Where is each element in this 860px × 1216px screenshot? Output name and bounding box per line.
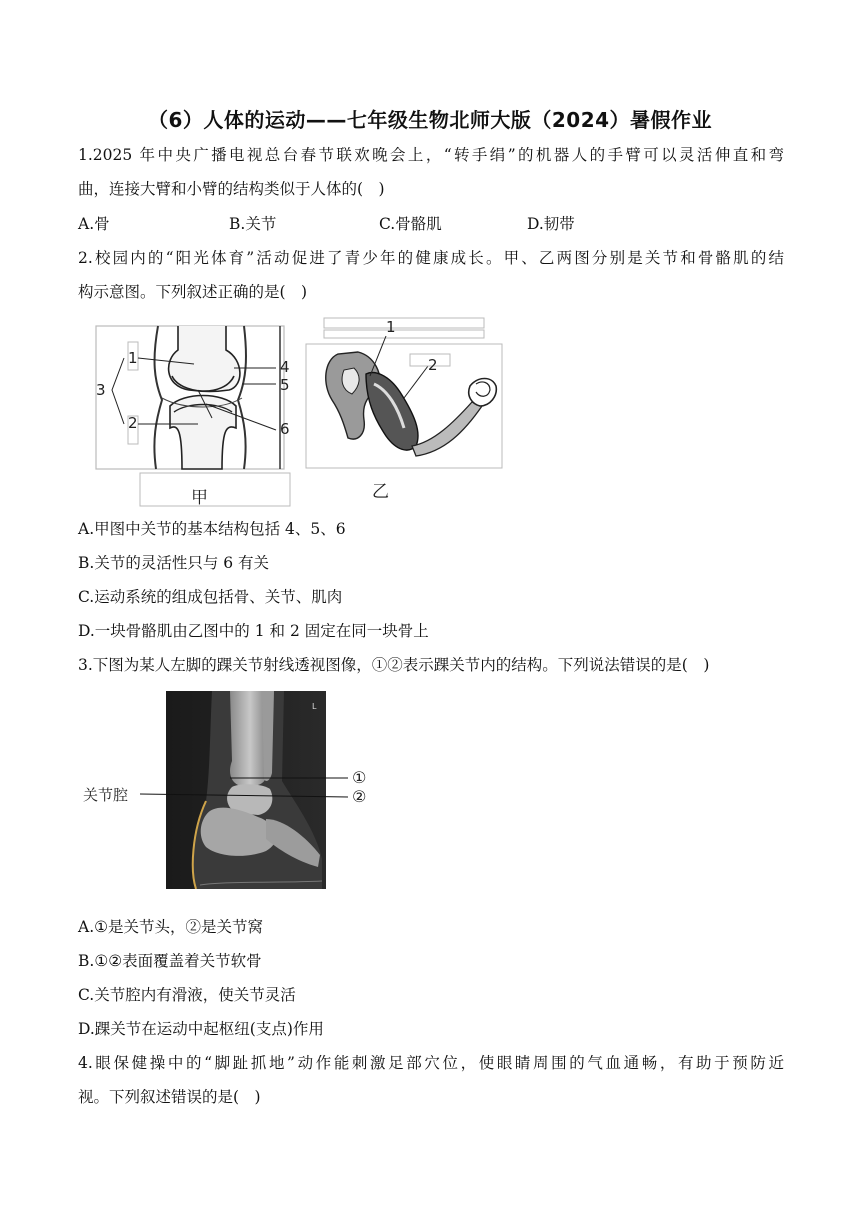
q2-option-d: D.一块骨骼肌由乙图中的 1 和 2 固定在同一块骨上 bbox=[78, 622, 429, 640]
q1-stem-line-2: 曲，连接大臂和小臂的结构类似于人体的( ) bbox=[78, 180, 385, 198]
q4-stem-line-2: 视。下列叙述错误的是( ) bbox=[78, 1088, 261, 1106]
jia-label-1: 1 bbox=[128, 349, 138, 367]
jia-caption: 甲 bbox=[191, 488, 208, 508]
q2-stem-line-2: 构示意图。下列叙述正确的是( ) bbox=[78, 283, 308, 301]
xray-corner-letter: L bbox=[312, 702, 317, 711]
xray-leader-lines bbox=[130, 768, 360, 808]
yi-caption: 乙 bbox=[372, 482, 389, 502]
q1-stem-line-1: 1.2025 年中央广播电视总台春节联欢晚会上，“转手绢”的机器人的手臂可以灵活伸直和弯 bbox=[78, 146, 784, 164]
q3-option-b: B.①②表面覆盖着关节软骨 bbox=[78, 952, 262, 970]
yi-label-2: 2 bbox=[428, 356, 438, 374]
jia-label-6: 6 bbox=[280, 420, 290, 438]
jia-label-4: 4 bbox=[280, 358, 290, 376]
q2-option-b: B.关节的灵活性只与 6 有关 bbox=[78, 554, 270, 572]
jia-label-5: 5 bbox=[280, 376, 290, 394]
jia-label-3: 3 bbox=[96, 381, 106, 399]
q3-stem-line-1: 3.下图为某人左脚的踝关节射线透视图像，①②表示踝关节内的结构。下列说法错误的是( ) bbox=[78, 656, 710, 674]
q3-option-a: A.①是关节头，②是关节窝 bbox=[78, 918, 264, 936]
q3-option-d: D.踝关节在运动中起枢纽(支点)作用 bbox=[78, 1020, 324, 1038]
joint-cavity-label: 关节腔 bbox=[83, 786, 129, 804]
q1-option-a: A.骨 bbox=[78, 215, 110, 233]
marker-2-label: ② bbox=[352, 787, 367, 806]
q4-stem-line-1: 4.眼保健操中的“脚趾抓地”动作能刺激足部穴位，使眼睛周围的气血通畅，有助于预防近 bbox=[78, 1054, 784, 1072]
q2-stem-line-1: 2.校园内的“阳光体育”活动促进了青少年的健康成长。甲、乙两图分别是关节和骨骼肌的结 bbox=[78, 249, 784, 267]
yi-label-1: 1 bbox=[386, 318, 396, 336]
arm-muscle-diagram-yi bbox=[304, 314, 504, 472]
q1-option-b: B.关节 bbox=[229, 215, 277, 233]
joint-diagram-jia bbox=[94, 320, 294, 508]
q2-option-c: C.运动系统的组成包括骨、关节、肌肉 bbox=[78, 588, 343, 606]
page-title: （6）人体的运动——七年级生物北师大版（2024）暑假作业 bbox=[147, 108, 713, 132]
q3-option-c: C.关节腔内有滑液，使关节灵活 bbox=[78, 986, 296, 1004]
q1-option-c: C.骨骼肌 bbox=[379, 215, 442, 233]
q2-option-a: A.甲图中关节的基本结构包括 4、5、6 bbox=[78, 520, 346, 538]
marker-1-label: ① bbox=[352, 768, 367, 787]
jia-label-2: 2 bbox=[128, 414, 138, 432]
q1-option-d: D.韧带 bbox=[527, 215, 575, 233]
